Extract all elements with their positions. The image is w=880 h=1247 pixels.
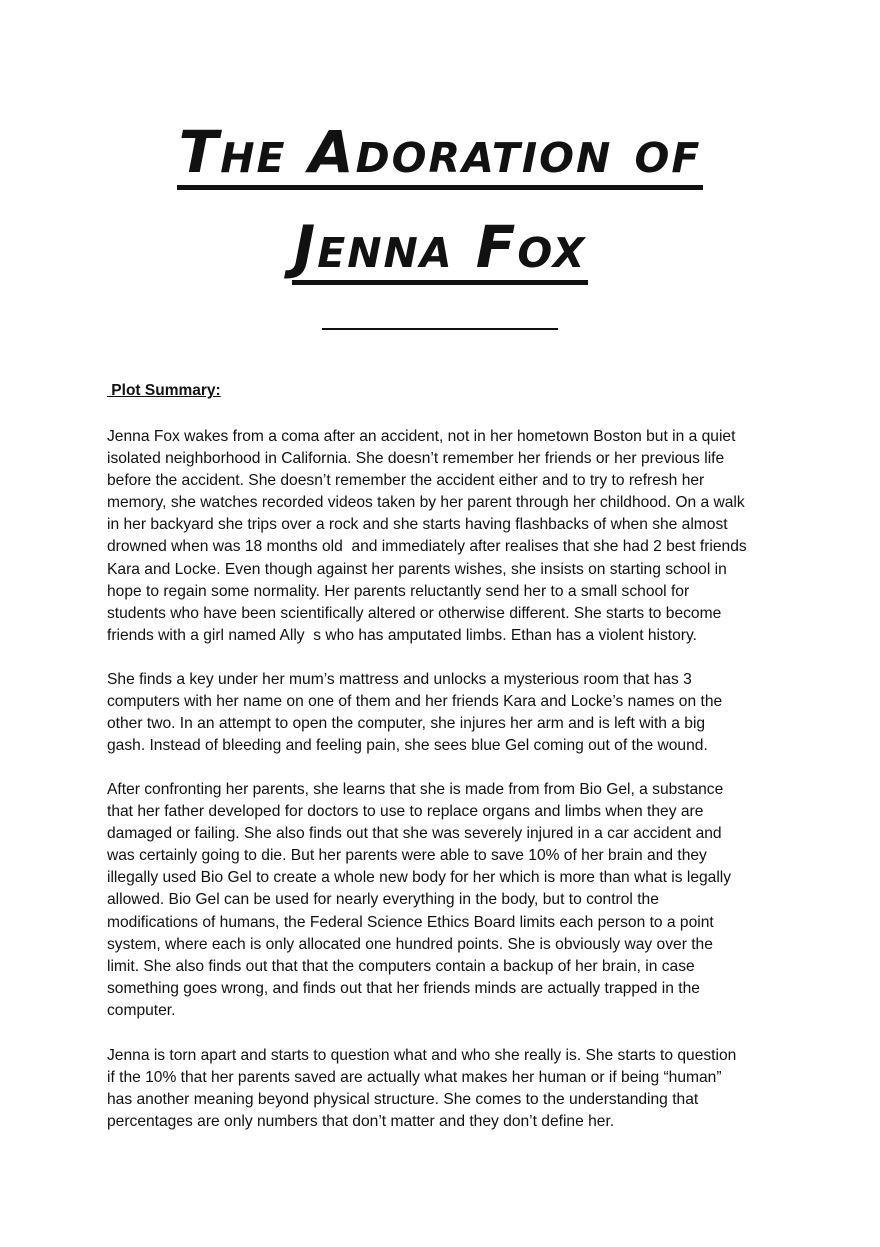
text-line: limit. She also finds out that that the computers contain a backup of her brain, in case (107, 957, 695, 975)
text-line: students who have been scientifically altered or otherwise different. She starts to become (107, 604, 722, 622)
text-line: After confronting her parents, she learns that she is made from from Bio Gel, a substance (107, 781, 724, 798)
section-heading: Plot Summary: (107, 382, 221, 399)
text-line: was certainly going to die. But her parents were able to save 10% of her brain and they (107, 847, 707, 865)
text-line: computers with her name on one of them and her friends Kara and Locke’s names on the (107, 693, 723, 711)
text-line: has another meaning beyond physical structure. She comes to the understanding that (107, 1091, 699, 1109)
title-separator (322, 328, 558, 330)
text-line: memory, she watches recorded videos taken by her parent through her childhood. On a walk (107, 494, 745, 512)
text-line: computer. (107, 1001, 176, 1019)
paragraph-3 (107, 779, 787, 1022)
text-line: that her father developed for doctors to use to replace organs and limbs when they are (107, 803, 704, 821)
text-line: something goes wrong, and finds out that her friends minds are actually trapped in the (107, 979, 700, 997)
text-line: She finds a key under her mum’s mattress and unlocks a mysterious room that has 3 (107, 671, 692, 688)
title-text-1: The Adoration of (177, 121, 704, 190)
text-line: drowned when was 18 months old and immediately after realises that she had 2 best friends (107, 538, 747, 556)
text-line: Jenna Fox wakes from a coma after an accident, not in her hometown Boston but in a quiet (107, 428, 736, 445)
text-line: other two. In an attempt to open the computer, she injures her arm and is left with a big (107, 715, 706, 733)
text-line: damaged or failing. She also finds out that she was severely injured in a car accident and (107, 825, 722, 843)
text-line: Jenna is torn apart and starts to question what and who she really is. She starts to question (107, 1047, 737, 1064)
text-line: isolated neighborhood in California. She doesn’t remember her friends or her previous life (107, 450, 725, 468)
text-line: friends with a girl named Ally s who has amputated limbs. Ethan has a violent history. (107, 626, 697, 644)
text-line: system, where each is only allocated one hundred points. She is obviously way over the (107, 935, 713, 953)
text-line: Kara and Locke. Even though against her parents wishes, she insists on starting school in (107, 560, 727, 578)
text-line: before the accident. She doesn’t remember the accident either and to try to refresh her (107, 472, 705, 490)
text-line: percentages are only numbers that don’t matter and they don’t define her. (107, 1113, 615, 1131)
paragraph-2 (107, 669, 787, 757)
text-line: allowed. Bio Gel can be used for nearly everything in the body, but to control the (107, 891, 659, 909)
document-title-line-1 (0, 118, 880, 190)
text-line: gash. Instead of bleeding and feeling pain, she sees blue Gel coming out of the wound. (107, 737, 708, 755)
paragraph-1 (107, 426, 787, 647)
text-line: if the 10% that her parents saved are actually what makes her human or if being “human” (107, 1069, 722, 1087)
text-line: hope to regain some normality. Her parents reluctantly send her to a small school for (107, 582, 690, 600)
text-line: illegally used Bio Gel to create a whole new body for her which is more than what is legally (107, 869, 732, 887)
paragraph-4 (107, 1045, 787, 1133)
text-line: in her backyard she trips over a rock and she starts having flashbacks of when she almost (107, 516, 728, 534)
document-title-line-2 (0, 213, 880, 285)
text-line: modifications of humans, the Federal Science Ethics Board limits each person to a point (107, 913, 714, 931)
title-text-2: Jenna Fox (292, 216, 589, 285)
